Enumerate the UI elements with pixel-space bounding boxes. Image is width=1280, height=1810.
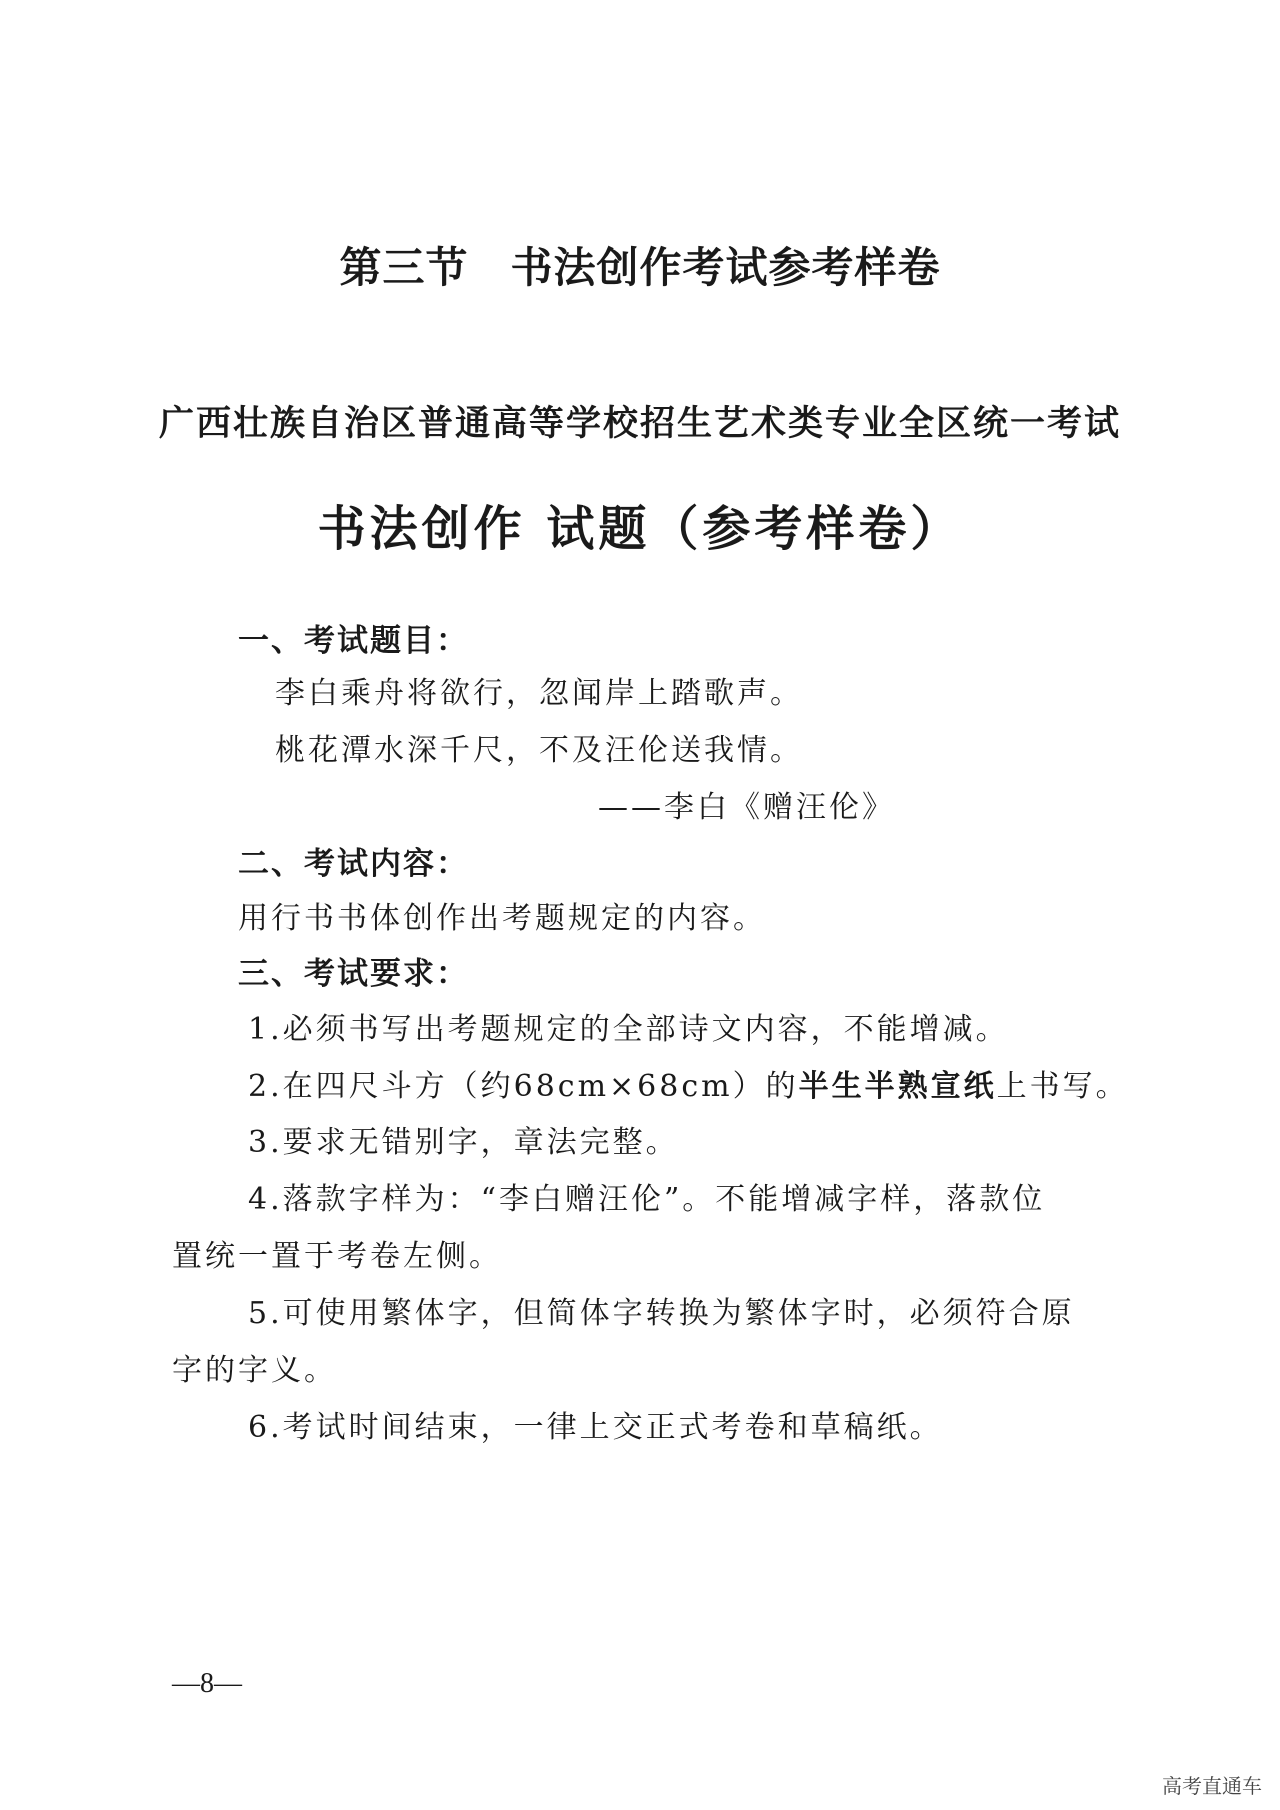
heading-exam-topic: 一、考试题目： [238,623,469,659]
poem-attribution: ——李白《赠汪伦》 [598,790,895,825]
section-title [0,235,1280,295]
requirement-6: 6.考试时间结束，一律上交正式考卷和草稿纸。 [248,1410,943,1445]
page-number: —8— [172,1668,242,1699]
requirement-1: 1.必须书写出考题规定的全部诗文内容，不能增减。 [248,1012,1009,1047]
heading-exam-requirements: 三、考试要求： [238,956,469,992]
requirement-2-suffix: 上书写。 [996,1069,1129,1104]
requirement-4-line-1: 4.落款字样为：“李白赠汪伦”。不能增减字样，落款位 [248,1182,1046,1217]
requirement-2-prefix: 2.在四尺斗方（约68cm×68cm）的 [248,1069,799,1104]
requirement-5-line-2: 字的字义。 [172,1353,337,1388]
exam-main-title: 书法创作 试题（参考样卷） [317,501,963,557]
section-name: 书法创作考试参考样卷 [510,243,941,292]
poem-line-2: 桃花潭水深千尺，不及汪伦送我情。 [275,733,803,768]
requirement-5-line-1: 5.可使用繁体字，但简体字转换为繁体字时，必须符合原 [248,1296,1075,1331]
requirement-2 [248,1061,1129,1105]
exam-content-text: 用行书书体创作出考题规定的内容。 [238,901,766,936]
requirement-2-paper-type: 半生半熟宣纸 [798,1069,997,1104]
heading-exam-content: 二、考试内容： [238,846,469,882]
requirement-4-line-2: 置统一置于考卷左侧。 [172,1239,502,1274]
exam-subtitle: 广西壮族自治区普通高等学校招生艺术类专业全区统一考试 [158,404,1121,444]
requirement-3: 3.要求无错别字，章法完整。 [248,1125,679,1160]
poem-line-1: 李白乘舟将欲行，忽闻岸上踏歌声。 [275,676,803,711]
watermark-text: 高考直通车 [1162,1774,1262,1798]
section-number: 第三节 [339,243,469,292]
